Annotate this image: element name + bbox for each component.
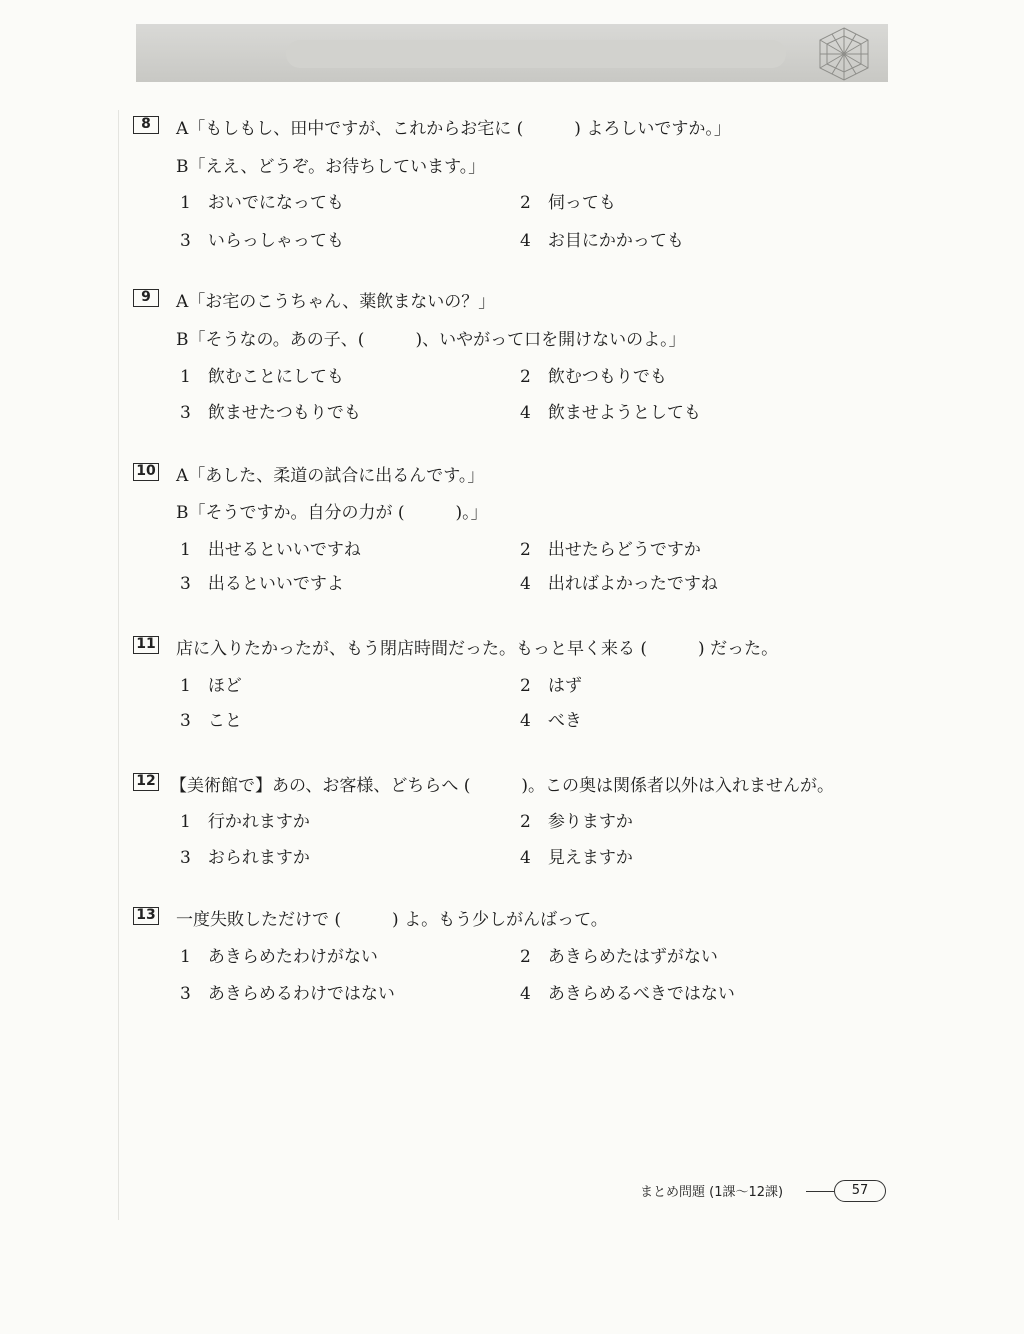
question-line-a: A「あした、柔道の試合に出るんです。」 — [176, 466, 485, 486]
option-1[interactable]: 1 行かれますか — [180, 812, 310, 832]
question-line-a: 一度失敗しただけで ( ) よ。もう少しがんばって。 — [176, 910, 608, 930]
option-3[interactable]: 3 いらっしゃっても — [180, 231, 344, 251]
question-line-a: 【美術館で】あの、お客様、どちらへ ( )。この奥は関係者以外は入れませんが。 — [170, 776, 834, 796]
footer-rule — [806, 1191, 834, 1192]
option-3[interactable]: 3 あきらめるわけではない — [180, 984, 395, 1004]
option-3[interactable]: 3 出るといいですよ — [180, 574, 344, 594]
option-1[interactable]: 1 あきらめたわけがない — [180, 947, 378, 967]
option-4[interactable]: 4 あきらめるべきではない — [520, 984, 735, 1004]
option-4[interactable]: 4 べき — [520, 711, 582, 731]
asanoha-pattern-icon — [804, 26, 884, 82]
question-number: 13 — [133, 907, 159, 925]
question-number: 12 — [133, 773, 159, 791]
option-1[interactable]: 1 飲むことにしても — [180, 367, 344, 387]
option-3[interactable]: 3 おられますか — [180, 848, 310, 868]
question-number: 8 — [133, 116, 159, 134]
question-number: 10 — [133, 463, 159, 481]
page-edge-rule — [118, 110, 119, 1220]
option-1[interactable]: 1 ほど — [180, 676, 242, 696]
banner-ghost-title — [286, 40, 786, 68]
option-3[interactable]: 3 飲ませたつもりでも — [180, 403, 361, 423]
question-number: 9 — [133, 289, 159, 307]
question-line-b: B「ええ、どうぞ。お待ちしています。」 — [176, 157, 486, 177]
option-4[interactable]: 4 お目にかかっても — [520, 231, 684, 251]
option-4[interactable]: 4 見えますか — [520, 848, 633, 868]
header-banner — [136, 24, 888, 82]
footer-section-label: まとめ問題 (1課～12課) — [640, 1185, 784, 1200]
option-2[interactable]: 2 伺っても — [520, 193, 616, 213]
option-2[interactable]: 2 あきらめたはずがない — [520, 947, 718, 967]
question-line-b: B「そうなの。あの子、( )、いやがって口を開けないのよ。」 — [176, 330, 686, 350]
question-number: 11 — [133, 636, 159, 654]
question-line-a: A「お宅のこうちゃん、薬飲まないの？」 — [176, 292, 496, 312]
option-2[interactable]: 2 はず — [520, 676, 582, 696]
option-4[interactable]: 4 飲ませようとしても — [520, 403, 701, 423]
question-line-a: 店に入りたかったが、もう閉店時間だった。もっと早く来る ( ) だった。 — [176, 639, 779, 659]
option-2[interactable]: 2 飲むつもりでも — [520, 367, 667, 387]
question-line-b: B「そうですか。自分の力が ( )。」 — [176, 503, 488, 523]
option-1[interactable]: 1 出せるといいですね — [180, 540, 361, 560]
page-number: 57 — [834, 1180, 886, 1202]
option-1[interactable]: 1 おいでになっても — [180, 193, 344, 213]
option-2[interactable]: 2 出せたらどうですか — [520, 540, 701, 560]
option-4[interactable]: 4 出ればよかったですね — [520, 574, 718, 594]
option-3[interactable]: 3 こと — [180, 711, 242, 731]
option-2[interactable]: 2 参りますか — [520, 812, 633, 832]
question-line-a: A「もしもし、田中ですが、これからお宅に ( ) よろしいですか。」 — [176, 119, 731, 139]
